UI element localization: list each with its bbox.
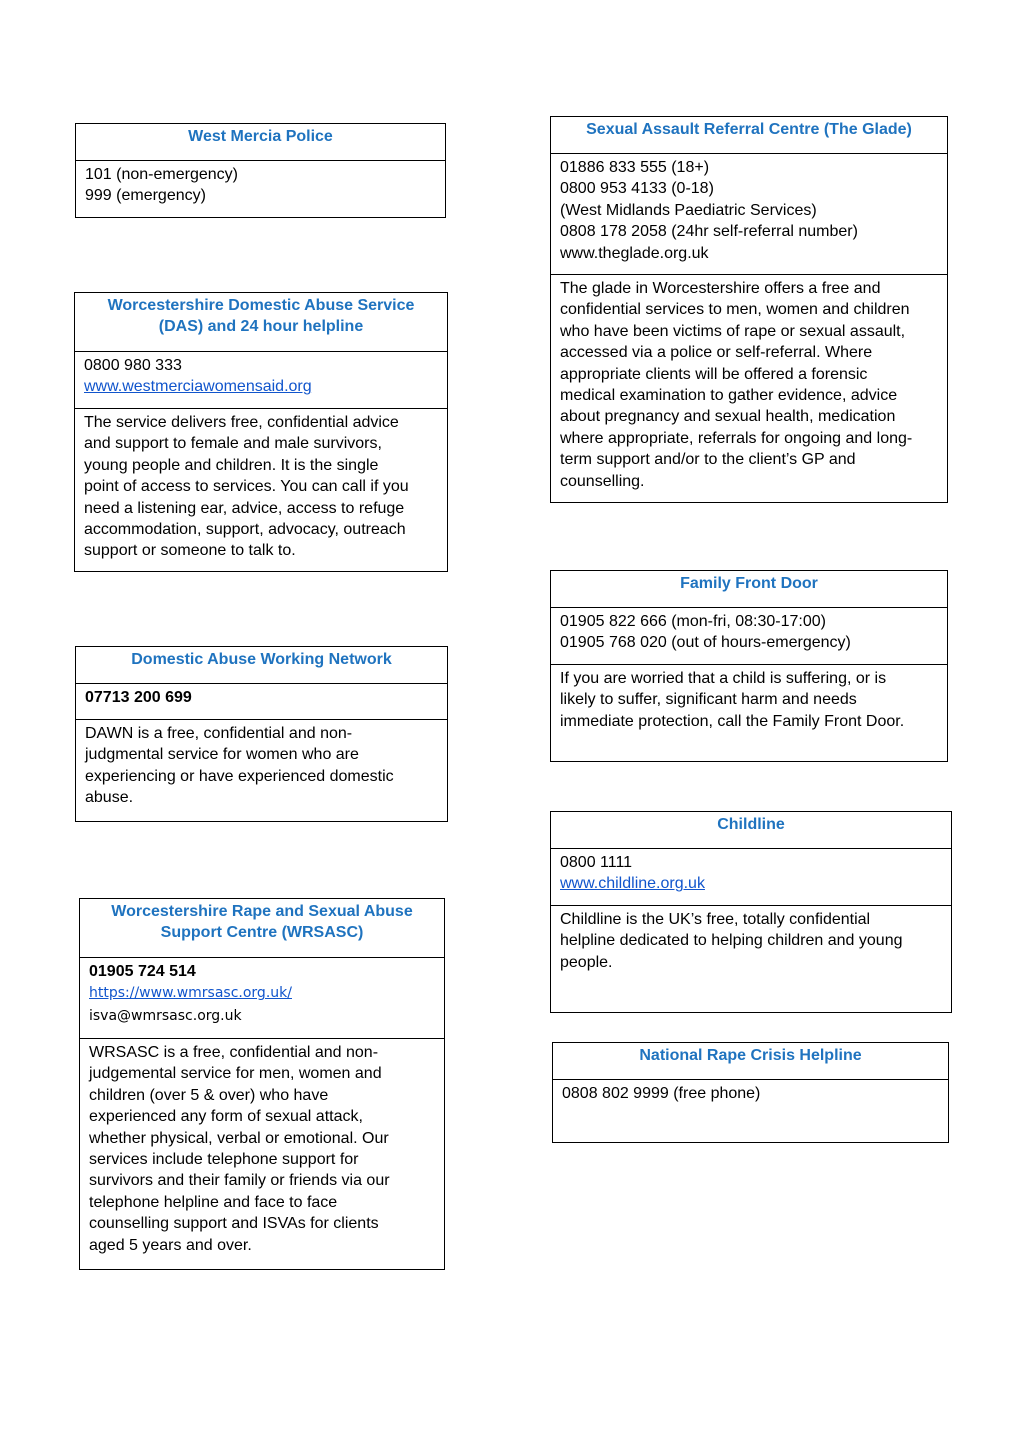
phone-line: 999 (emergency) (85, 187, 206, 205)
card-title (80, 899, 444, 958)
description-line: helpline dedicated to helping children and young (560, 932, 903, 950)
card-das (74, 292, 448, 572)
description-line: counselling support and ISVAs for clients (89, 1215, 379, 1233)
description-line: aged 5 years and over. (89, 1236, 252, 1254)
description-line: judgemental service for men, women and (89, 1065, 382, 1083)
phone-line: 0800 1111 (560, 854, 633, 871)
card-description (551, 906, 951, 977)
description-line: If you are worried that a child is suffering, or is (560, 670, 887, 687)
card-west-mercia-police (75, 123, 446, 218)
card-title-text: (DAS) and 24 hour helpline (158, 318, 364, 336)
phone-line: 0808 802 9999 (free phone) (562, 1085, 761, 1102)
card-description (80, 1039, 444, 1260)
card-title-text: West Mercia Police (188, 128, 333, 145)
card-contact (551, 849, 951, 906)
description-line: Childline is the UK’s free, totally confidential (560, 911, 871, 928)
description-line: abuse. (85, 789, 134, 807)
description-line: and support to female and male survivors, (84, 435, 382, 453)
phone-line: 01886 833 555 (18+) (560, 159, 710, 176)
description-line: about pregnancy and sexual health, medication (560, 408, 896, 426)
card-title-text: Worcestershire Domestic Abuse Service (107, 297, 415, 314)
description-line: experienced any form of sexual attack, (89, 1108, 363, 1126)
card-dawn (75, 646, 448, 822)
card-title (76, 647, 447, 684)
card-contact (551, 608, 947, 665)
phone-line: 01905 822 666 (mon-fri, 08:30-17:00) (560, 613, 826, 630)
card-title (75, 293, 447, 352)
description-line: children (over 5 & over) who have (89, 1086, 329, 1104)
description-line: survivors and their family or friends via our (89, 1172, 390, 1190)
description-line: telephone helpline and face to face (89, 1193, 338, 1211)
card-the-glade (550, 116, 948, 503)
website-text: www.theglade.org.uk (560, 244, 709, 262)
description-line: appropriate clients will be offered a forensic (560, 365, 868, 383)
card-title-text: Childline (717, 816, 785, 833)
description-line: DAWN is a free, confidential and non- (85, 725, 353, 742)
card-childline (550, 811, 952, 1013)
card-description (76, 720, 447, 813)
card-title (551, 571, 947, 608)
email-address: isva@wmrsasc.org.uk (89, 1008, 242, 1025)
description-line: accessed via a police or self-referral. Where (560, 344, 873, 362)
description-line: need a listening ear, advice, access to refuge (84, 499, 405, 517)
phone-line: 07713 200 699 (85, 689, 192, 706)
description-line: young people and children. It is the single (84, 456, 379, 474)
description-line: WRSASC is a free, confidential and non- (89, 1044, 379, 1061)
service-note: (West Midlands Paediatric Services) (560, 201, 817, 219)
card-contact (553, 1080, 948, 1108)
description-line: The service delivers free, confidential advice (84, 414, 399, 431)
phone-line: 0800 980 333 (84, 357, 182, 374)
card-contact (75, 352, 447, 409)
card-title-text: Support Centre (WRSASC) (160, 924, 364, 942)
description-line: counselling. (560, 472, 645, 490)
phone-line: 01905 724 514 (89, 963, 196, 980)
description-line: likely to suffer, significant harm and needs (560, 691, 857, 709)
description-line: medical examination to gather evidence, advice (560, 387, 898, 405)
card-description (551, 665, 947, 736)
card-contact (80, 958, 444, 1039)
description-line: experiencing or have experienced domestic (85, 767, 394, 785)
card-title (553, 1043, 948, 1080)
phone-line: 0800 953 4133 (0-18) (560, 180, 714, 198)
card-rape-crisis-helpline (552, 1042, 949, 1143)
description-line: term support and/or to the client’s GP and (560, 451, 856, 469)
description-line: whether physical, verbal or emotional. Our (89, 1129, 389, 1147)
description-line: immediate protection, call the Family Front Door. (560, 712, 905, 730)
description-line: accommodation, support, advocacy, outreach (84, 521, 406, 539)
description-line: confidential services to men, women and children (560, 301, 910, 319)
card-description (75, 409, 447, 566)
phone-line: 01905 768 020 (out of hours-emergency) (560, 634, 851, 652)
card-description (551, 275, 947, 496)
description-line: support or someone to talk to. (84, 542, 296, 560)
card-title-text: Worcestershire Rape and Sexual Abuse (111, 903, 413, 920)
card-wrsasc (79, 898, 445, 1270)
description-line: judgmental service for women who are (85, 746, 359, 764)
card-title-text: Family Front Door (680, 575, 818, 592)
website-link[interactable]: https://www.wmrsasc.org.uk/ (89, 985, 292, 1002)
description-line: The glade in Worcestershire offers a free and (560, 280, 881, 297)
website-link[interactable]: www.westmerciawomensaid.org (84, 378, 312, 396)
description-line: point of access to services. You can call if you (84, 478, 409, 496)
description-line: who have been victims of rape or sexual assault, (560, 322, 906, 340)
phone-line: 101 (non-emergency) (85, 166, 238, 183)
website-link[interactable]: www.childline.org.uk (560, 875, 705, 893)
card-title-text: National Rape Crisis Helpline (639, 1047, 862, 1064)
card-contact (551, 154, 947, 275)
phone-line: 0808 178 2058 (24hr self-referral number) (560, 223, 858, 241)
description-line: where appropriate, referrals for ongoing and long- (560, 429, 913, 447)
card-family-front-door (550, 570, 948, 762)
description-line: people. (560, 953, 613, 971)
card-title-text: Domestic Abuse Working Network (131, 651, 392, 668)
card-title (551, 117, 947, 154)
card-title (551, 812, 951, 849)
description-line: services include telephone support for (89, 1151, 359, 1169)
card-contact (76, 161, 445, 211)
card-title (76, 124, 445, 161)
card-contact (76, 684, 447, 720)
card-title-text: Sexual Assault Referral Centre (The Glade) (586, 121, 912, 138)
